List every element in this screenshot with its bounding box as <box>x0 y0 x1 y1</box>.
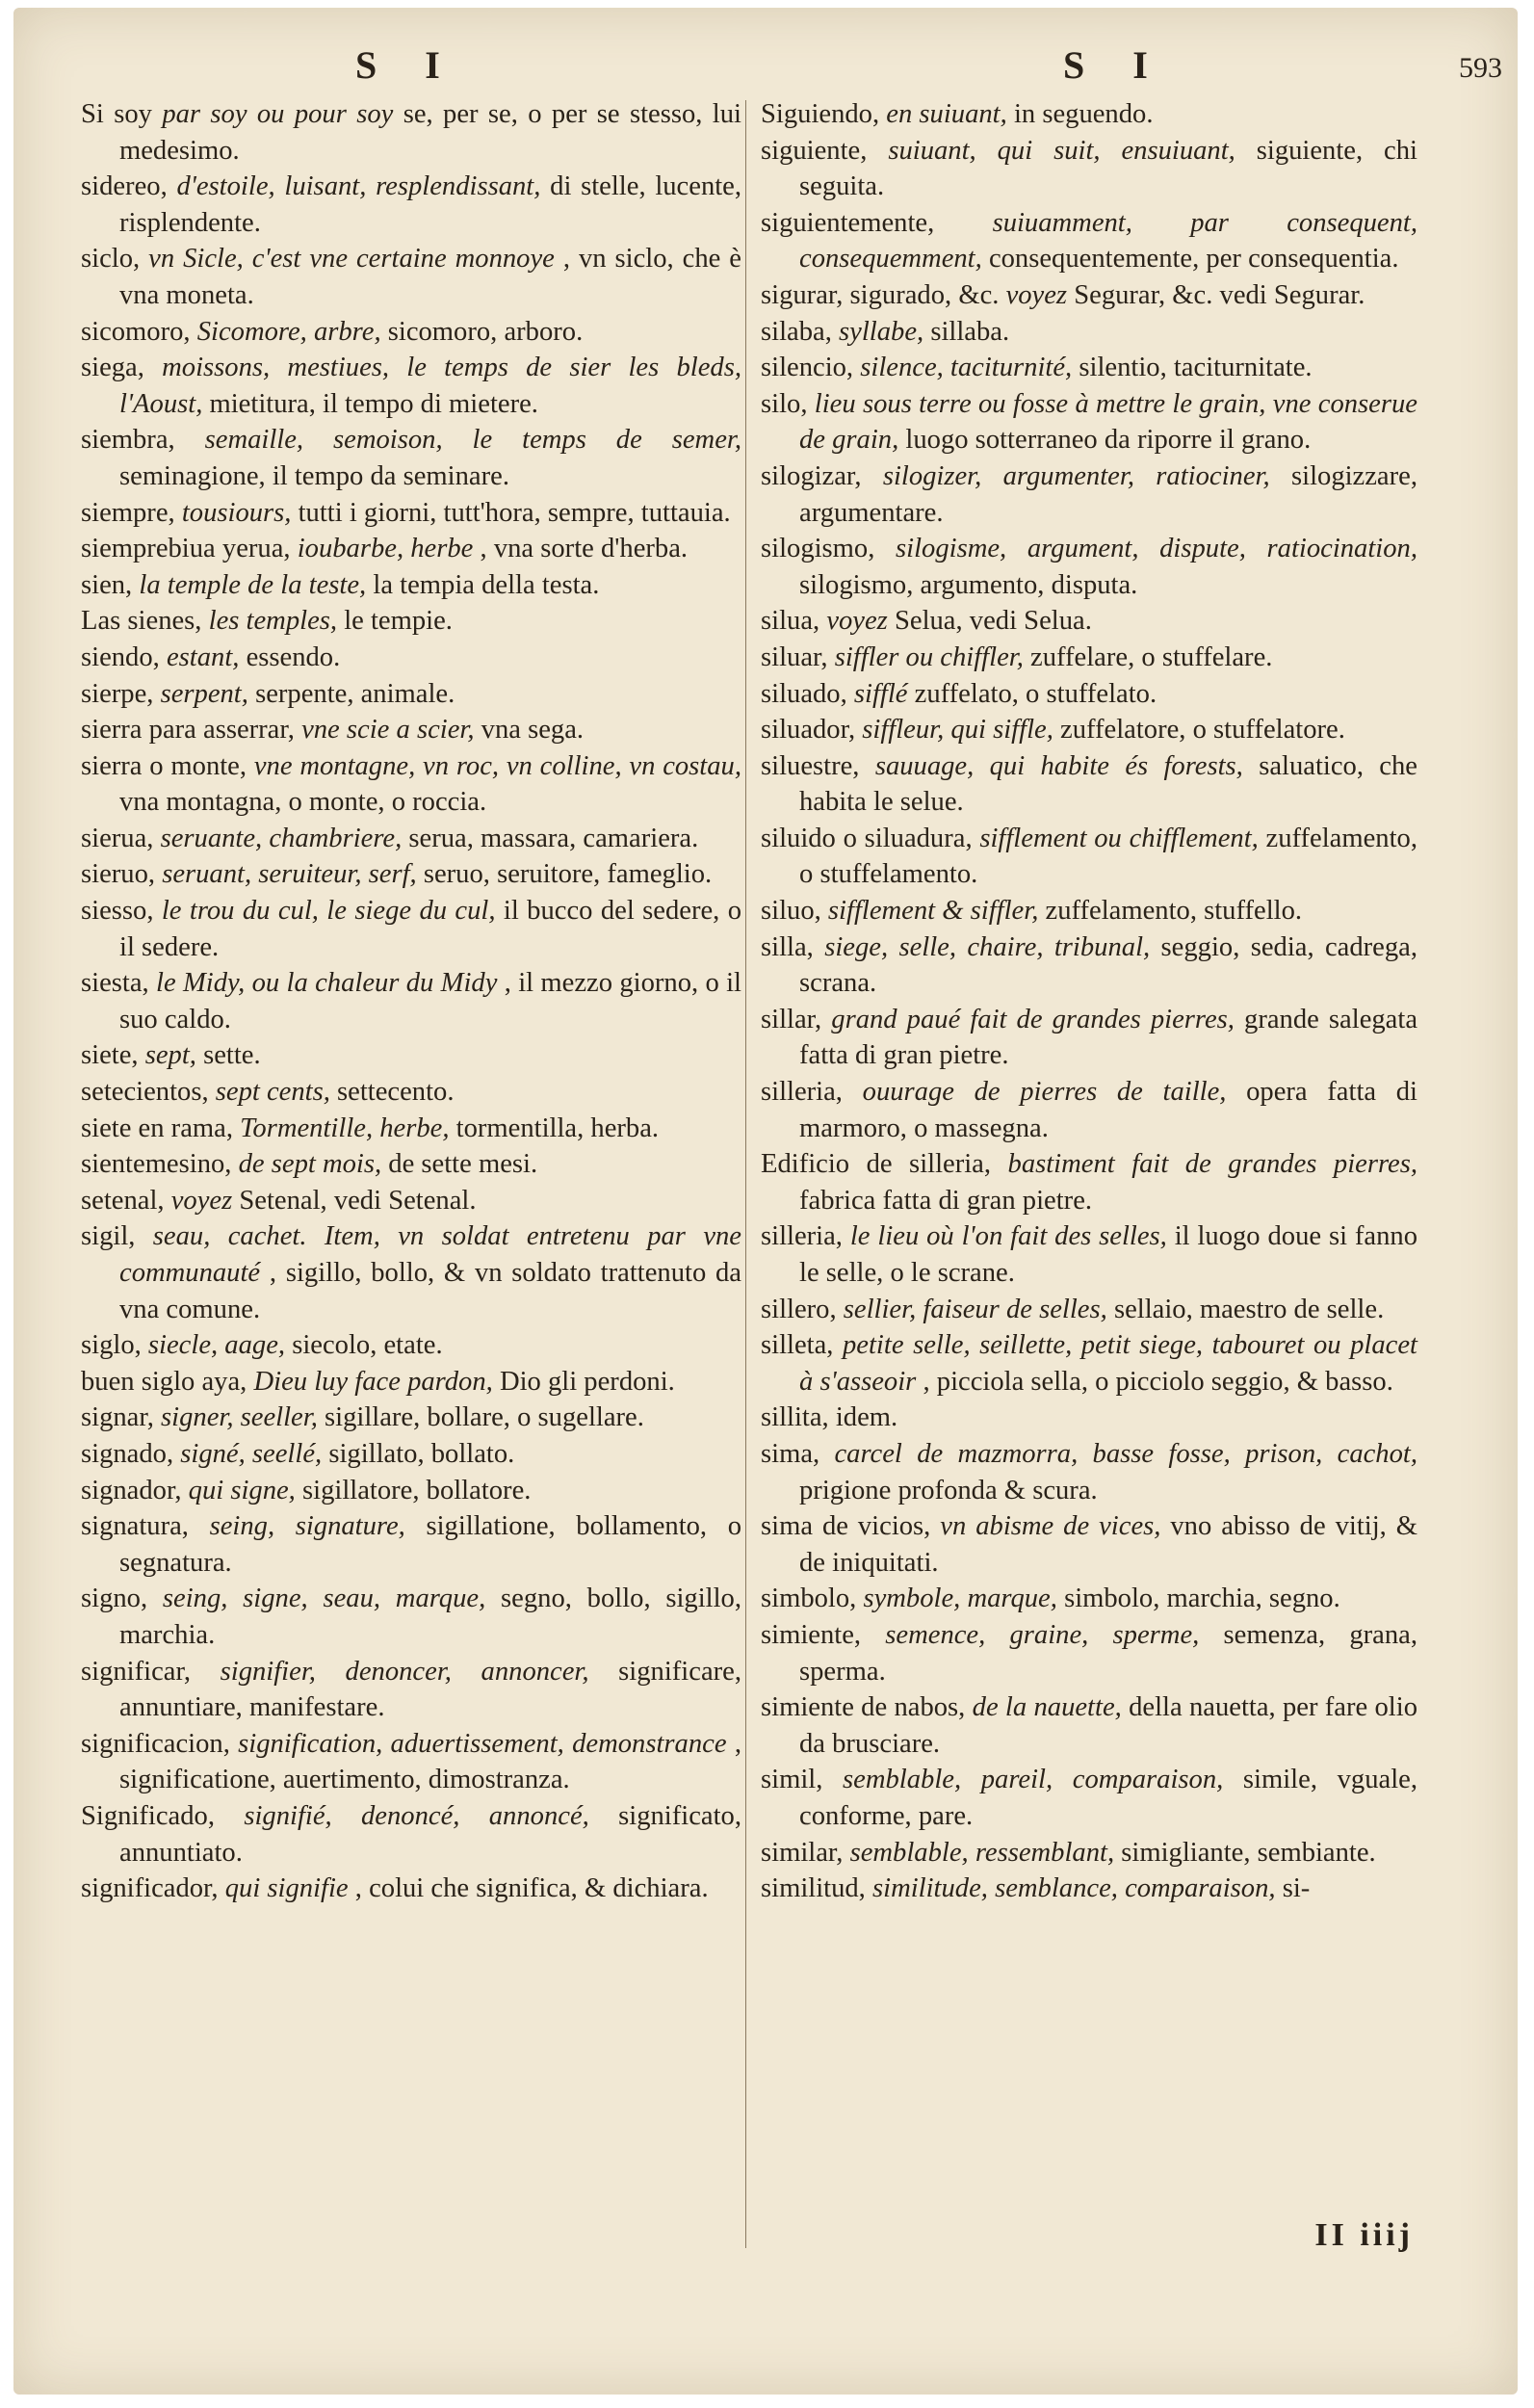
french-gloss: signifier, denoncer, annoncer, <box>220 1656 589 1687</box>
italian-gloss: siguiente, chi seguita. <box>799 135 1417 202</box>
headword: Edificio de silleria, <box>761 1149 992 1180</box>
french-gloss: suiuamment, par consequent, consequemment, <box>799 207 1418 275</box>
french-gloss: seing, signe, seau, marque, <box>162 1584 486 1614</box>
french-gloss: ouurage de pierres de taille, <box>862 1077 1227 1108</box>
french-gloss: voyez <box>826 606 888 637</box>
dictionary-entry <box>761 1292 1417 1328</box>
italian-gloss: silentio, taciturnitate. <box>1079 353 1313 383</box>
dictionary-entry <box>81 603 741 640</box>
french-gloss: sifflement & siffler, <box>827 896 1039 927</box>
french-gloss: serpent, <box>160 678 248 709</box>
italian-gloss: siecolo, etate. <box>292 1330 443 1361</box>
dictionary-entry <box>81 1327 741 1364</box>
italian-gloss: zuffelato, o stuffelato. <box>914 678 1157 709</box>
dictionary-entry <box>761 1508 1417 1581</box>
french-gloss: signifié, denoncé, annoncé, <box>244 1800 589 1831</box>
dictionary-entry <box>81 712 741 748</box>
headword: Siguiendo, <box>761 99 880 129</box>
headword: silo, <box>761 388 808 419</box>
italian-gloss: , vna sorte d'herba. <box>480 534 689 564</box>
dictionary-entry <box>81 350 741 422</box>
dictionary-entry <box>81 495 741 532</box>
right-column <box>761 96 1417 1907</box>
headword: silleta, <box>761 1330 834 1361</box>
french-gloss: signification, aduertissement, demonstrance <box>238 1728 727 1759</box>
headword: siluar, <box>761 641 828 672</box>
headword: sima de vicios, <box>761 1511 931 1542</box>
dictionary-entry <box>81 1508 741 1581</box>
french-gloss: symbole, marque, <box>863 1584 1057 1614</box>
dictionary-entry <box>81 1871 741 1907</box>
french-gloss: sept, <box>144 1040 196 1071</box>
french-gloss: la temple de la teste, <box>139 569 367 600</box>
dictionary-entry <box>761 1327 1417 1400</box>
italian-gloss: tormentilla, herba. <box>455 1112 660 1143</box>
headword: siluador, <box>761 715 856 746</box>
french-gloss: voyez <box>1005 279 1068 310</box>
headword: sidereo, <box>81 171 168 202</box>
french-gloss: les temples, <box>208 606 338 637</box>
italian-gloss: seggio, sedia, cadrega, scrana. <box>799 931 1418 999</box>
french-gloss: signé, seellé, <box>180 1438 323 1469</box>
french-gloss: sifflé <box>853 678 908 709</box>
italian-gloss: settecento. <box>337 1077 455 1108</box>
italian-gloss: le tempie. <box>344 606 453 637</box>
italian-gloss: zuffelamento, o stuffelamento. <box>799 823 1417 890</box>
headword: simiente de nabos, <box>761 1692 966 1723</box>
headword: silogismo, <box>761 534 875 564</box>
headword: siete, <box>81 1040 139 1071</box>
dictionary-entry <box>761 96 1417 133</box>
italian-gloss: luogo sotterraneo da riporre il grano. <box>905 425 1312 456</box>
headword: siluado, <box>761 678 847 709</box>
italian-gloss: serpente, animale. <box>255 678 455 709</box>
headword: similar, <box>761 1837 844 1868</box>
headword: siclo, <box>81 244 141 275</box>
french-gloss: grand paué fait de grandes pierres, <box>831 1004 1235 1034</box>
french-gloss: tousiours, <box>181 497 292 528</box>
dictionary-entry <box>761 1074 1417 1146</box>
headword: siglo, <box>81 1330 142 1361</box>
headword: sillita, <box>761 1402 829 1433</box>
dictionary-entry <box>761 1400 1417 1436</box>
italian-gloss: sigillato, bollato. <box>328 1438 515 1469</box>
french-gloss: seing, signature, <box>209 1511 405 1542</box>
dictionary-entry <box>81 1400 741 1436</box>
dictionary-entry <box>761 1762 1417 1834</box>
french-gloss: semaille, semoison, le temps de semer, <box>204 425 741 456</box>
dictionary-entry <box>761 676 1417 713</box>
dictionary-page <box>13 8 1518 2395</box>
italian-gloss: vno abisso de vitij, & de iniquitati. <box>799 1511 1417 1578</box>
french-gloss: petite selle, seillette, petit siege, tabouret ou placet à s'asseoir <box>799 1330 1417 1397</box>
dictionary-entry <box>761 1146 1417 1218</box>
headword: siguiente, <box>761 135 868 166</box>
dictionary-entry <box>761 1689 1417 1762</box>
italian-gloss: significare, annuntiare, manifestare. <box>119 1656 741 1723</box>
french-gloss: vn Sicle, c'est vne certaine monnoye <box>148 244 555 275</box>
dictionary-entry <box>761 531 1417 603</box>
italian-gloss: sigillare, bollare, o sugellare. <box>325 1402 644 1433</box>
french-gloss: estant, <box>166 641 240 672</box>
french-gloss: Tormentille, herbe, <box>240 1112 450 1143</box>
italian-gloss: mietitura, il tempo di mietere. <box>209 388 538 419</box>
dictionary-entry <box>761 277 1417 314</box>
headword: siesso, <box>81 896 154 927</box>
italian-gloss: tutti i giorni, tutt'hora, sempre, tuttauia. <box>298 497 731 528</box>
italian-gloss: simile, vguale, conforme, pare. <box>799 1765 1417 1831</box>
italian-gloss: essendo. <box>246 641 341 672</box>
headword: sillar, <box>761 1004 822 1034</box>
french-gloss: vne scie a scier, <box>301 715 475 746</box>
french-gloss: sifflement ou chifflement, <box>979 823 1259 853</box>
dictionary-entry <box>81 1146 741 1183</box>
dictionary-entry <box>761 893 1417 929</box>
dictionary-entry <box>81 676 741 713</box>
column-rule <box>745 100 746 2248</box>
italian-gloss: di stelle, lucente, risplendente. <box>119 171 742 238</box>
dictionary-entry <box>81 1364 741 1400</box>
italian-gloss: sigillatione, bollamento, o segnatura. <box>119 1511 741 1578</box>
italian-gloss: sicomoro, arboro. <box>387 316 584 347</box>
headword: siluo, <box>761 896 821 927</box>
italian-gloss: idem. <box>835 1402 898 1433</box>
folio-number: 593 <box>1459 52 1502 84</box>
italian-gloss: il bucco del sedere, o il sedere. <box>119 896 741 962</box>
headword: silla, <box>761 931 814 962</box>
headword: siega, <box>81 353 144 383</box>
dictionary-entry <box>761 1218 1417 1291</box>
italian-gloss: seruo, seruitore, fameglio. <box>423 859 713 890</box>
italian-gloss: , vn siclo, che è vna moneta. <box>119 244 741 310</box>
italian-gloss: la tempia della testa. <box>373 569 600 600</box>
dictionary-entry <box>761 929 1417 1002</box>
italian-gloss: vna sega. <box>481 715 585 746</box>
italian-gloss: simigliante, sembiante. <box>1121 1837 1376 1868</box>
french-gloss: par soy ou pour soy <box>162 99 394 129</box>
french-gloss: silogizer, argumenter, ratiociner, <box>882 460 1270 491</box>
dictionary-entry <box>81 1074 741 1111</box>
french-gloss: silogisme, argument, dispute, ratiocination, <box>896 534 1417 564</box>
french-gloss: ioubarbe, herbe <box>297 534 474 564</box>
headword: simbolo, <box>761 1584 857 1614</box>
italian-gloss: , significatione, auertimento, dimostranza. <box>119 1728 741 1795</box>
italian-gloss: consequentemente, per consequentia. <box>988 244 1399 275</box>
headword: siemprebiua yerua, <box>81 534 291 564</box>
italian-gloss: in seguendo. <box>1013 99 1154 129</box>
dictionary-entry <box>761 133 1417 205</box>
headword: silua, <box>761 606 820 637</box>
french-gloss: vne montagne, vn roc, vn colline, vn costau, <box>253 750 741 781</box>
dictionary-entry <box>761 1002 1417 1074</box>
headword: sientemesino, <box>81 1149 232 1180</box>
french-gloss: le lieu où l'on fait des selles, <box>849 1221 1167 1252</box>
dictionary-entry <box>81 856 741 893</box>
italian-gloss: zuffelare, o stuffelare. <box>1030 641 1273 672</box>
french-gloss: siffler ou chiffler, <box>834 641 1024 672</box>
headword: simil, <box>761 1765 823 1795</box>
dictionary-entry <box>81 169 741 241</box>
italian-gloss: Selua, vedi Selua. <box>894 606 1092 637</box>
dictionary-entry <box>81 1473 741 1509</box>
headword: signo, <box>81 1584 148 1614</box>
headword: Significado, <box>81 1800 215 1831</box>
french-gloss: lieu sous terre ou fosse à mettre le grain, vne conserue de grain, <box>799 388 1417 456</box>
dictionary-entry <box>761 1436 1417 1508</box>
headword: sien, <box>81 569 133 600</box>
italian-gloss: vna montagna, o monte, o roccia. <box>119 787 487 818</box>
dictionary-entry <box>761 748 1417 821</box>
headword: silogizar, <box>761 460 862 491</box>
french-gloss: Sicomore, arbre, <box>196 316 381 347</box>
running-head-right: S I <box>1063 43 1167 87</box>
french-gloss: syllabe, <box>839 316 924 347</box>
headword: sierra o monte, <box>81 750 247 781</box>
headword: siembra, <box>81 425 175 456</box>
french-gloss: semblable, pareil, comparaison, <box>843 1765 1224 1795</box>
italian-gloss: sellaio, maestro de selle. <box>1113 1294 1385 1324</box>
dictionary-entry <box>81 1111 741 1147</box>
dictionary-entry <box>81 567 741 604</box>
dictionary-entry <box>761 350 1417 386</box>
headword: siempre, <box>81 497 175 528</box>
italian-gloss: , colui che significa, & dichiara. <box>354 1873 709 1904</box>
headword: significar, <box>81 1656 191 1687</box>
headword: signador, <box>81 1475 182 1505</box>
dictionary-entry <box>81 1654 741 1726</box>
french-gloss: seau, cachet. Item, vn soldat entretenu par vne communauté <box>119 1221 741 1288</box>
headword: sierra para asserrar, <box>81 715 295 746</box>
french-gloss: similitude, semblance, comparaison, <box>872 1873 1276 1904</box>
dictionary-entry <box>761 821 1417 893</box>
italian-gloss: fabrica fatta di gran pietre. <box>799 1185 1093 1216</box>
italian-gloss: sigillatore, bollatore. <box>302 1475 532 1505</box>
headword: siguientemente, <box>761 207 935 238</box>
headword: setecientos, <box>81 1077 209 1108</box>
headword: silencio, <box>761 353 854 383</box>
italian-gloss: , sigillo, bollo, & vn soldato trattenuto da vna comune. <box>119 1258 741 1324</box>
dictionary-entry <box>81 422 741 494</box>
dictionary-entry <box>81 531 741 567</box>
french-gloss: sellier, faiseur de selles, <box>843 1294 1107 1324</box>
dictionary-entry <box>81 1037 741 1074</box>
french-gloss: silence, taciturnité, <box>860 353 1073 383</box>
headword: similitud, <box>761 1873 866 1904</box>
headword: signado, <box>81 1438 174 1469</box>
french-gloss: qui signe, <box>188 1475 296 1505</box>
italian-gloss: della nauetta, per fare olio da brusciare. <box>799 1692 1417 1759</box>
headword: siesta, <box>81 968 149 999</box>
signature-mark: II iiij <box>1314 2217 1414 2253</box>
headword: sillero, <box>761 1294 837 1324</box>
dictionary-entry <box>81 640 741 676</box>
dictionary-entry <box>81 1581 741 1653</box>
french-gloss: signer, seeller, <box>161 1402 318 1433</box>
italian-gloss: zuffelatore, o stuffelatore. <box>1060 715 1345 746</box>
dictionary-entry <box>761 712 1417 748</box>
headword: siendo, <box>81 641 160 672</box>
italian-gloss: de sette mesi. <box>388 1149 538 1180</box>
italian-gloss: semenza, grana, sperma. <box>799 1619 1418 1687</box>
italian-gloss: , picciola sella, o picciolo seggio, & basso. <box>923 1366 1393 1397</box>
headword: sieruo, <box>81 859 156 890</box>
italian-gloss: silogismo, argumento, disputa. <box>799 569 1138 600</box>
french-gloss: vn abisme de vices, <box>940 1511 1161 1542</box>
dictionary-entry <box>81 748 741 821</box>
headword: siluestre, <box>761 750 860 781</box>
headword: siete en rama, <box>81 1112 233 1143</box>
dictionary-entry <box>761 1871 1417 1907</box>
headword: sicomoro, <box>81 316 191 347</box>
italian-gloss: opera fatta di marmoro, o massegna. <box>799 1077 1417 1143</box>
dictionary-entry <box>81 1436 741 1473</box>
italian-gloss: zuffelamento, stuffello. <box>1045 896 1303 927</box>
dictionary-entry <box>81 893 741 965</box>
french-gloss: seruant, seruiteur, serf, <box>162 859 417 890</box>
french-gloss: siecle, aage, <box>147 1330 286 1361</box>
headword: setenal, <box>81 1185 165 1216</box>
french-gloss: sept cents, <box>215 1077 330 1108</box>
italian-gloss: seminagione, il tempo da seminare. <box>119 460 509 491</box>
italian-gloss: se, per se, o per se stesso, lui medesimo. <box>119 99 741 166</box>
dictionary-entry <box>81 241 741 313</box>
headword: sigurar, sigurado, &c. <box>761 279 1000 310</box>
headword: silaba, <box>761 316 832 347</box>
dictionary-entry <box>81 965 741 1037</box>
italian-gloss: simbolo, marchia, segno. <box>1064 1584 1340 1614</box>
headword: sierua, <box>81 823 154 853</box>
headword: signatura, <box>81 1511 189 1542</box>
french-gloss: moissons, mestiues, le temps de sier les bleds, l'Aoust, <box>119 353 741 419</box>
headword: silleria, <box>761 1221 843 1252</box>
italian-gloss: significato, annuntiato. <box>119 1800 741 1868</box>
french-gloss: de sept mois, <box>238 1149 382 1180</box>
dictionary-entry <box>81 1726 741 1798</box>
headword: Si soy <box>81 99 152 129</box>
dictionary-entry <box>761 1835 1417 1871</box>
dictionary-entry <box>81 1183 741 1219</box>
italian-gloss: , il mezzo giorno, o il suo caldo. <box>119 968 741 1034</box>
italian-gloss: silogizzare, argumentare. <box>799 460 1417 528</box>
italian-gloss: sette. <box>203 1040 261 1071</box>
dictionary-entry <box>761 1617 1417 1689</box>
dictionary-entry <box>761 205 1417 277</box>
dictionary-entry <box>761 640 1417 676</box>
italian-gloss: segno, bollo, sigillo, marchia. <box>119 1584 742 1650</box>
french-gloss: siffleur, qui siffle, <box>862 715 1053 746</box>
french-gloss: siege, selle, chaire, tribunal, <box>824 931 1151 962</box>
dictionary-entry <box>761 386 1417 458</box>
french-gloss: qui signifie <box>224 1873 349 1904</box>
headword: silleria, <box>761 1077 843 1108</box>
italian-gloss: Segurar, &c. vedi Segurar. <box>1074 279 1365 310</box>
italian-gloss: grande salegata fatta di gran pietre. <box>799 1004 1418 1071</box>
french-gloss: seruante, chambriere, <box>160 823 403 853</box>
italian-gloss: Setenal, vedi Setenal. <box>239 1185 477 1216</box>
french-gloss: sauuage, qui habite és forests, <box>874 750 1243 781</box>
french-gloss: bastiment fait de grandes pierres, <box>1007 1149 1417 1180</box>
french-gloss: carcel de mazmorra, basse fosse, prison, cachot, <box>834 1438 1417 1469</box>
dictionary-entry <box>81 1798 741 1871</box>
headword: sierpe, <box>81 678 154 709</box>
italian-gloss: sillaba. <box>930 316 1010 347</box>
headword: buen siglo aya, <box>81 1366 247 1397</box>
french-gloss: Dieu luy face pardon, <box>253 1366 493 1397</box>
italian-gloss: si- <box>1282 1873 1311 1904</box>
running-head-left: S I <box>355 43 459 87</box>
dictionary-entry <box>81 96 741 169</box>
headword: simiente, <box>761 1619 862 1650</box>
french-gloss: semblable, ressemblant, <box>849 1837 1115 1868</box>
french-gloss: semence, graine, sperme, <box>885 1619 1200 1650</box>
italian-gloss: saluatico, che habita le selue. <box>799 750 1417 818</box>
dictionary-entry <box>761 458 1417 531</box>
french-gloss: de la nauette, <box>972 1692 1122 1723</box>
italian-gloss: serua, massara, camariera. <box>408 823 699 853</box>
italian-gloss: prigione profonda & scura. <box>799 1475 1098 1505</box>
headword: sima, <box>761 1438 820 1469</box>
italian-gloss: Dio gli perdoni. <box>499 1366 675 1397</box>
headword: Las sienes, <box>81 606 202 637</box>
french-gloss: suiuant, qui suit, ensuiuant, <box>888 135 1235 166</box>
headword: sigil, <box>81 1221 136 1252</box>
french-gloss: le trou du cul, le siege du cul, <box>161 896 496 927</box>
french-gloss: en suiuant, <box>886 99 1007 129</box>
headword: significador, <box>81 1873 219 1904</box>
dictionary-entry <box>81 1218 741 1327</box>
italian-gloss: il luogo doue si fanno le selle, o le scrane. <box>799 1221 1417 1288</box>
french-gloss: d'estoile, luisant, resplendissant, <box>176 171 541 202</box>
french-gloss: le Midy, ou la chaleur du Midy <box>156 968 498 999</box>
headword: signar, <box>81 1402 154 1433</box>
dictionary-entry <box>81 821 741 857</box>
headword: siluido o siluadura, <box>761 823 973 853</box>
dictionary-entry <box>81 314 741 351</box>
french-gloss: voyez <box>170 1185 233 1216</box>
dictionary-entry <box>761 603 1417 640</box>
left-column <box>81 96 741 1907</box>
dictionary-entry <box>761 1581 1417 1617</box>
dictionary-entry <box>761 314 1417 351</box>
headword: significacion, <box>81 1728 230 1759</box>
